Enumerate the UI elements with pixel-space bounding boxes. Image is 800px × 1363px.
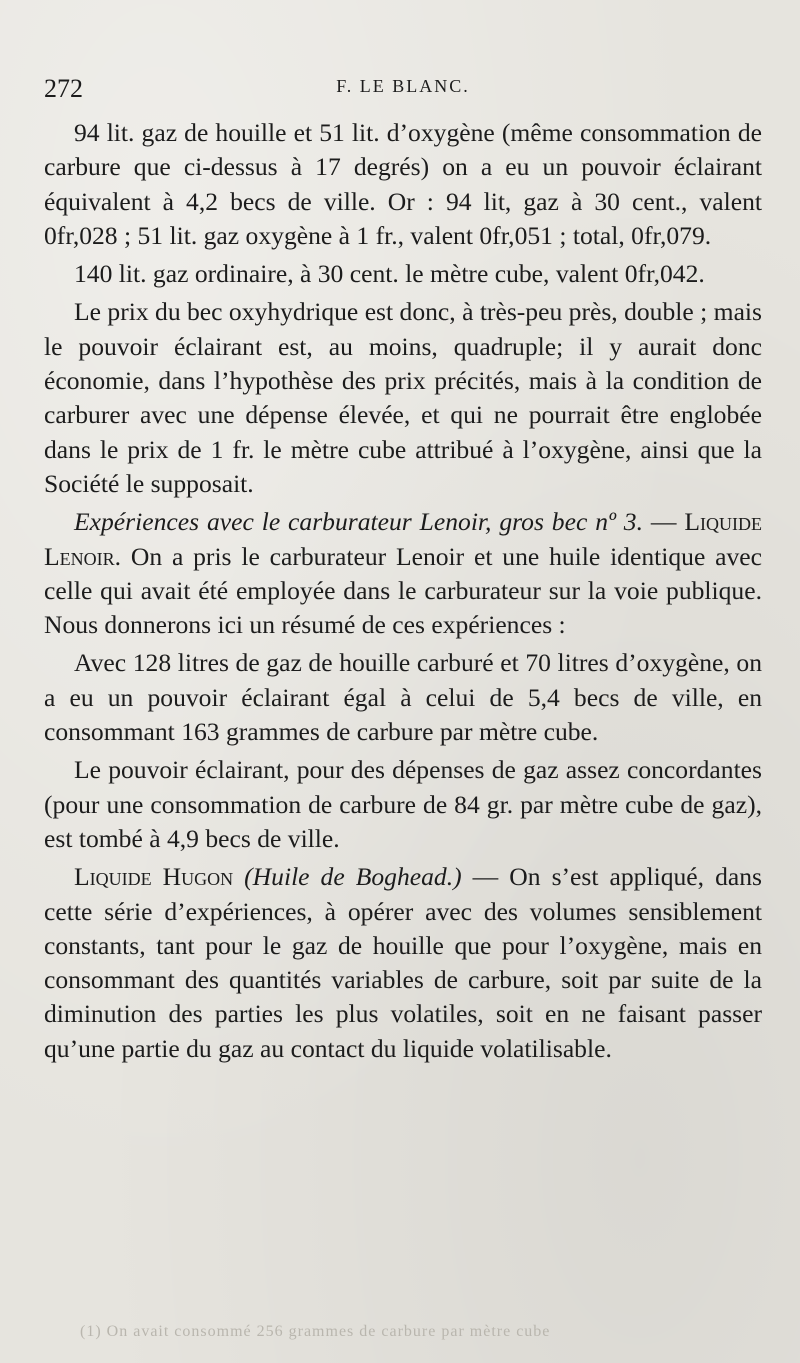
page-header — [44, 72, 762, 108]
paragraph-7-text: — On s’est appliqué, dans cette série d’expériences, à opérer avec des volumes sensiblement constants, tant pour le gaz de houille que pour l’oxygène, mais en consommant des quantités variables de carbure, soit par suite de la diminution des parties les plus volatiles, soit en ne faisant passer qu’une partie du gaz au contact du liquide volatilisable. — [44, 862, 762, 1063]
paragraph-2: 140 lit. gaz ordinaire, à 30 cent. le mètre cube, valent 0fr,042. — [74, 259, 705, 289]
liquid-lenoir-label: Liquide Lenoir. — [44, 507, 763, 571]
paragraph-1: 94 lit. gaz de houille et 51 lit. d’oxygène (même consommation de carbure que ci-dessus à 17 degrés) on a eu un pouvoir éclairant équivalent à 4,2 becs de ville. Or : 94 lit, gaz à 30 cent., valent 0fr,028 ; 51 lit. gaz oxygène à 1 fr., valent 0fr,051 ; total, 0fr,079. — [44, 118, 762, 250]
boghead-oil-label: (Huile de Boghead.) — [244, 862, 462, 892]
paragraph-3: Le prix du bec oxyhydrique est donc, à très-peu près, double ; mais le pouvoir éclairant est, au moins, quadruple; il y aurait donc économie, dans l’hypothèse des prix précités, mais à la condition de carburer avec une dépense élevée, et qui ne pourrait être englobée dans le prix de 1 fr. le mètre cube attribué à l’oxygène, ainsi que la Société le supposait. — [44, 297, 762, 498]
paragraph-5: Avec 128 litres de gaz de houille carburé et 70 litres d’oxygène, on a eu un pouvoir éclairant égal à celui de 5,4 becs de ville, en consommant 163 grammes de carbure par mètre cube. — [44, 648, 762, 747]
paragraph-7 — [44, 860, 762, 1066]
footnote-bleed-through: (1) On avait consommé 256 grammes de carbure par mètre cube — [80, 1323, 551, 1340]
heading-dash: — — [643, 507, 685, 537]
paragraph-4-text: On a pris le carburateur Lenoir et une huile identique avec celle qui avait été employée dans le carburateur sur la voie publique. Nous donnerons ici un résumé de ces expériences : — [44, 541, 762, 640]
body-text — [44, 116, 762, 1066]
experiment-heading: Expériences avec le carburateur Lenoir, gros bec nº 3. — [74, 507, 644, 537]
paragraph-4 — [44, 505, 762, 642]
page-number: 272 — [44, 74, 83, 103]
running-head: F. LE BLANC. — [336, 76, 470, 96]
liquid-hugon-label: Liquide Hugon — [74, 862, 234, 892]
paragraph-6: Le pouvoir éclairant, pour des dépenses de gaz assez concordantes (pour une consommation de carbure de 84 gr. par mètre cube de gaz), est tombé à 4,9 becs de ville. — [44, 755, 762, 853]
